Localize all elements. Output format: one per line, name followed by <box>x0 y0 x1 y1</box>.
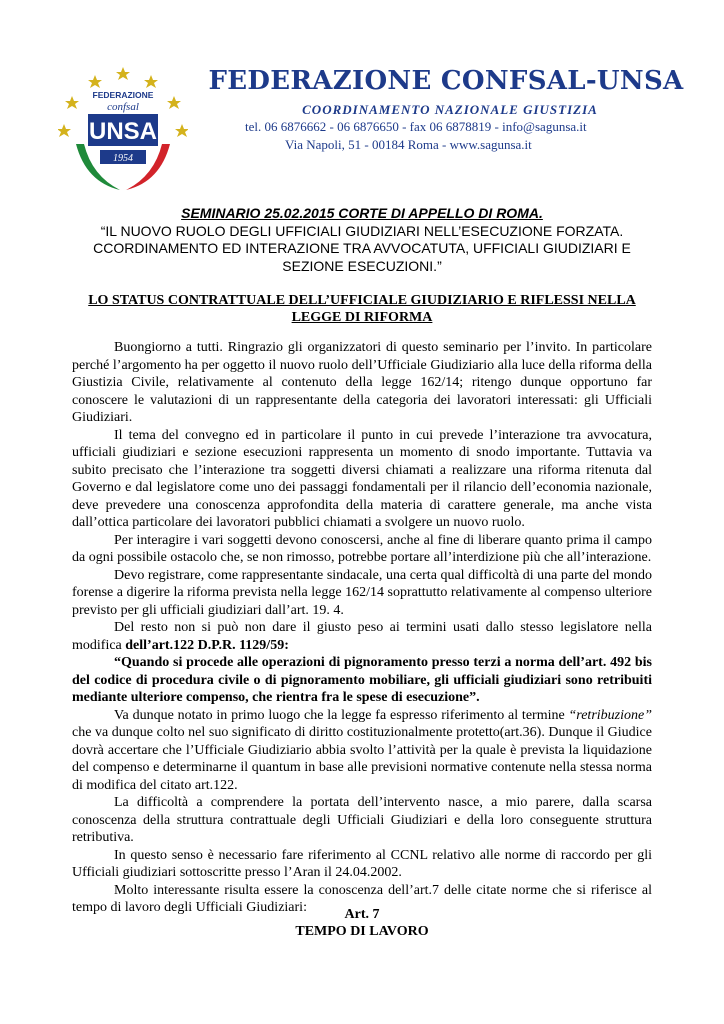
document-body <box>72 339 652 917</box>
emphasized-term: “retribuzione” <box>568 707 652 723</box>
article-number: Art. 7 <box>344 907 380 922</box>
star-icon <box>167 96 181 109</box>
logo-year: 1954 <box>113 153 133 164</box>
paragraph: Buongiorno a tutti. Ringrazio gli organizzatori di questo seminario per l’invito. In particolare perché l’argomento ha per oggetto il nuovo ruolo dell’Ufficiale Giudiziario alla luce della riforma della Giustizia Civile, relativamente al contenuto della legge 162/14; ritengo dunque opportuno far conoscere le valutazioni di un rappresentante della categoria dei lavoratori interessati: gli Ufficiali Giudiziari. <box>72 340 652 425</box>
paragraph: Devo registrare, come rappresentante sindacale, una certa qual difficoltà di una parte del mondo forense a digerire la riforma prevista nella legge 162/14 soprattutto relativamente al compenso ulteriore previsto per gli ufficiali giudiziari dall’art. 19. 4. <box>72 567 652 618</box>
article-title: TEMPO DI LAVORO <box>295 924 429 939</box>
unsa-logo <box>58 64 188 194</box>
organization-subtitle: COORDINAMENTO NAZIONALE GIUSTIZIA <box>302 102 598 117</box>
seminar-heading <box>72 205 652 275</box>
seminar-line-2: CCORDINAMENTO ED INTERAZIONE TRA AVVOCATUTA, UFFICIALI GIUDIZIARI E <box>93 240 631 256</box>
star-icon <box>144 75 158 88</box>
logo-confsal: confsal <box>107 101 139 113</box>
seminar-title: SEMINARIO 25.02.2015 CORTE DI APPELLO DI ROMA. <box>181 205 543 221</box>
section-title: LO STATUS CONTRATTUALE DELL’UFFICIALE GIUDIZIARIO E RIFLESSI NELLA LEGGE DI RIFORMA <box>88 293 636 325</box>
paragraph: In questo senso è necessario fare riferimento al CCNL relativo alle norme di raccordo per gli Ufficiali giudiziari sottoscritte presso l’Aran il 24.04.2002. <box>72 847 652 880</box>
paragraph: Il tema del convegno ed in particolare il punto in cui prevede l’interazione tra avvocatura, ufficiali giudiziari e sezione esecuzioni rappresenta un momento di snodo importante. Tuttavia va subito precisato che l’interazione tra soggetti diversi chiamati a realizzare una riforma ritenuta dal Governo e dal legislatore come uno dei passaggi fondamentali per il rilancio dell’economia nazionale, deve prevedere una conoscenza approfondita della materia di carattere generale, ma anche vista dall’ottica particolare dei lavoratori pubblici chiamati a svolgere un nuovo ruolo. <box>72 427 652 530</box>
organization-name: FEDERAZIONE CONFSAL-UNSA <box>208 66 684 96</box>
paragraph: Molto interessante risulta essere la conoscenza dell’art.7 delle citate norme che si riferisce al tempo di lavoro degli Ufficiali Giudiziari: <box>72 882 652 915</box>
logo-federazione: FEDERAZIONE <box>92 90 154 100</box>
organization-contacts: tel. 06 6876662 - 06 6876650 - fax 06 6878819 - info@sagunsa.it <box>245 119 587 134</box>
star-icon <box>65 96 79 109</box>
seminar-line-3: SEZIONE ESECUZIONI.” <box>282 257 442 274</box>
star-icon <box>58 124 71 137</box>
quoted-norm: “Quando si procede alle operazioni di pignoramento presso terzi a norma dell’art. 492 bis del codice di procedura civile o di pignoramento mobiliare, gli ufficiali giudiziari sono retribuiti mediante ulteriore compenso, che rientra fra le spese di esecuzione”. <box>72 655 652 705</box>
paragraph-text: Va dunque notato in primo luogo che la legge fa espresso riferimento al termine <box>114 707 569 723</box>
logo-unsa: UNSA <box>88 118 158 145</box>
paragraph: Per interagire i vari soggetti devono conoscersi, anche al fine di liberare quanto prima il campo da ogni possibile ostacolo che, se non rimosso, potrebbe portare all’interdizione più che all’interazione. <box>72 532 652 565</box>
paragraph <box>72 707 652 795</box>
star-icon <box>175 124 188 137</box>
law-reference: dell’art.122 D.P.R. 1129/59: <box>125 637 289 653</box>
paragraph <box>72 619 652 654</box>
paragraph-text: Del resto non si può non dare il giusto peso ai termini usati dallo stesso legislatore nella modifica <box>72 620 652 653</box>
organization-address: Via Napoli, 51 - 00184 Roma - www.sagunsa.it <box>285 137 532 152</box>
seminar-line-1: “IL NUOVO RUOLO DEGLI UFFICIALI GIUDIZIARI NELL’ESECUZIONE FORZATA. <box>100 222 624 239</box>
star-icon <box>88 75 102 88</box>
article-heading <box>72 906 652 940</box>
paragraph: La difficoltà a comprendere la portata dell’intervento nasce, a mio parere, dalla scarsa conoscenza della struttura contrattuale degli Ufficiali Giudiziari e della loro conseguente struttura retributiva. <box>72 795 652 845</box>
star-icon <box>116 67 130 80</box>
paragraph-text: che va dunque colto nel suo significato di diritto costituzionalmente protetto(art.36). Dunque il Giudice dovrà accertare che l’Ufficiale Giudiziario abbia svolto l’attività per la quale è prevista la liquidazione del compenso e determinarne il quantum in base alle previsioni normative contenute nella stessa norma di modifica del citato art.122. <box>72 725 652 793</box>
